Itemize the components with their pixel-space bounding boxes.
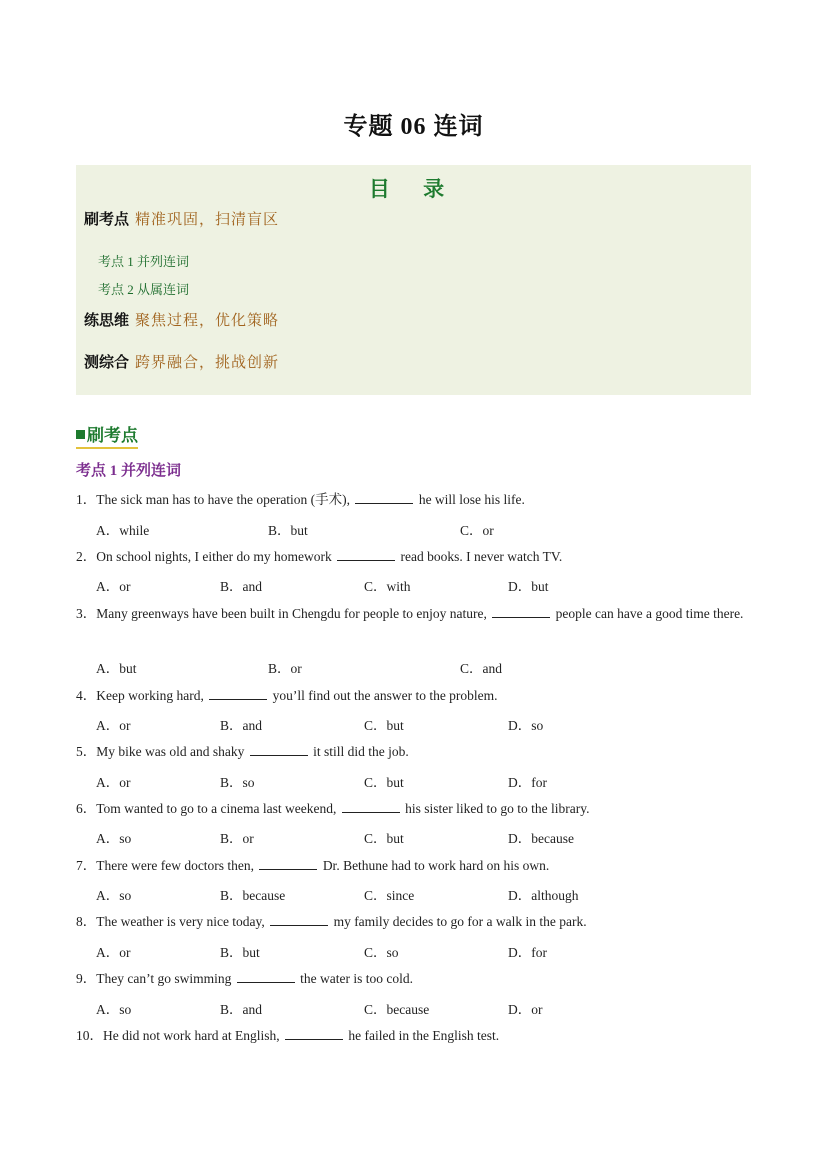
option[interactable]: A．so [96, 888, 132, 903]
question-text: he will lose his life. [415, 492, 525, 507]
answer-blank[interactable] [342, 800, 400, 813]
option[interactable]: A．but [96, 661, 137, 676]
option[interactable]: D．for [508, 775, 547, 790]
question-text: the water is too cold. [296, 971, 413, 986]
question [76, 965, 756, 992]
answer-blank[interactable] [209, 687, 267, 700]
question-text: The weather is very nice today, [96, 914, 269, 929]
options-row [96, 771, 756, 791]
toc-row[interactable] [84, 208, 279, 229]
question-number: 2． [76, 549, 97, 564]
question-number: 9． [76, 971, 97, 986]
question-text: he failed in the English test. [344, 1028, 500, 1043]
answer-blank[interactable] [270, 913, 328, 926]
question-number: 5． [76, 744, 97, 759]
option[interactable]: C．but [364, 718, 404, 733]
option[interactable]: B．so [220, 775, 255, 790]
question [76, 795, 756, 822]
question-text: There were few doctors then, [96, 858, 258, 873]
option[interactable]: D．because [508, 831, 574, 846]
question-text: Dr. Bethune had to work hard on his own. [319, 858, 550, 873]
answer-blank[interactable] [259, 857, 317, 870]
answer-blank[interactable] [492, 605, 550, 618]
question [76, 852, 756, 879]
options-row [96, 998, 756, 1018]
question-text: my family decides to go for a walk in the park. [330, 914, 587, 929]
page-title: 专题 06 连词 [343, 114, 484, 140]
question-text: it still did the job. [309, 744, 409, 759]
question-text: He did not work hard at English, [103, 1028, 283, 1043]
answer-blank[interactable] [285, 1027, 343, 1040]
option[interactable]: B．because [220, 888, 286, 903]
option[interactable]: B．but [220, 945, 260, 960]
toc-row-subtitle: 聚焦过程，优化策略 [135, 313, 280, 329]
answer-blank[interactable] [355, 491, 413, 504]
option[interactable]: D．so [508, 718, 544, 733]
option[interactable]: D．but [508, 579, 549, 594]
question-number: 1． [76, 492, 97, 507]
option[interactable]: C．or [460, 523, 494, 538]
toc-point[interactable]: 考点 2 从属连词 [98, 282, 190, 297]
question-text: They can’t go swimming [96, 971, 235, 986]
answer-blank[interactable] [337, 548, 395, 561]
question-text: Keep working hard, [96, 688, 208, 703]
toc-row-label: 练思维 [84, 313, 130, 329]
question-text: My bike was old and shaky [96, 744, 248, 759]
options-row [96, 575, 756, 595]
square-bullet-icon [76, 430, 85, 439]
question [76, 908, 756, 935]
option[interactable]: A．while [96, 523, 150, 538]
question-text: Tom wanted to go to a cinema last weekend, [96, 801, 340, 816]
question-text: The sick man has to have the operation (手术), [96, 492, 354, 507]
option[interactable]: B．but [268, 523, 308, 538]
option[interactable]: B．and [220, 1002, 262, 1017]
point-heading: 考点 1 并列连词 [76, 463, 182, 479]
question-number: 3． [76, 606, 97, 621]
section-heading [76, 421, 138, 449]
section-heading-text: 刷考点 [87, 426, 138, 445]
question-number: 10． [76, 1028, 103, 1043]
option[interactable]: A．or [96, 718, 131, 733]
options-row [96, 884, 756, 904]
question-text: people can have a good time there. [552, 606, 744, 621]
question-text: his sister liked to go to the library. [401, 801, 590, 816]
answer-blank[interactable] [237, 970, 295, 983]
option[interactable]: D．for [508, 945, 547, 960]
option[interactable]: C．so [364, 945, 399, 960]
options-row [96, 827, 756, 847]
option[interactable]: C．since [364, 888, 415, 903]
options-row [96, 657, 756, 677]
question-text: On school nights, I either do my homework [96, 549, 336, 564]
question-number: 6． [76, 801, 97, 816]
question-text: read books. I never watch TV. [397, 549, 563, 564]
question [76, 486, 756, 513]
option[interactable]: A．or [96, 775, 131, 790]
options-row [96, 714, 756, 734]
table-of-contents [76, 165, 751, 395]
option[interactable]: A．so [96, 831, 132, 846]
option[interactable]: B．or [220, 831, 254, 846]
toc-row-label: 刷考点 [84, 212, 130, 228]
toc-row-label: 测综合 [84, 355, 130, 371]
toc-point[interactable]: 考点 1 并列连词 [98, 254, 190, 269]
option[interactable]: C．with [364, 579, 411, 594]
option[interactable]: C．and [460, 661, 502, 676]
option[interactable]: B．or [268, 661, 302, 676]
question-text: you’ll find out the answer to the problem. [269, 688, 498, 703]
question-number: 4． [76, 688, 97, 703]
question-number: 8． [76, 914, 97, 929]
option[interactable]: C．but [364, 831, 404, 846]
question-number: 7． [76, 858, 97, 873]
toc-heading: 目 录 [368, 177, 459, 201]
question [76, 682, 756, 709]
toc-row[interactable] [84, 351, 279, 372]
option[interactable]: B．and [220, 718, 262, 733]
toc-row-subtitle: 精准巩固，扫清盲区 [135, 212, 280, 228]
question [76, 600, 756, 627]
answer-blank[interactable] [250, 743, 308, 756]
question-text: Many greenways have been built in Chengdu for people to enjoy nature, [96, 606, 491, 621]
option[interactable]: A．or [96, 945, 131, 960]
option[interactable]: A．so [96, 1002, 132, 1017]
question [76, 738, 756, 765]
toc-row[interactable] [84, 309, 279, 330]
question [76, 543, 756, 570]
options-row [96, 941, 756, 961]
option[interactable]: C．but [364, 775, 404, 790]
option[interactable]: A．or [96, 579, 131, 594]
option[interactable]: D．although [508, 888, 579, 903]
option[interactable]: C．because [364, 1002, 430, 1017]
toc-row-subtitle: 跨界融合，挑战创新 [135, 355, 280, 371]
option[interactable]: D．or [508, 1002, 543, 1017]
options-row [96, 519, 756, 539]
question [76, 1022, 756, 1049]
option[interactable]: B．and [220, 579, 262, 594]
